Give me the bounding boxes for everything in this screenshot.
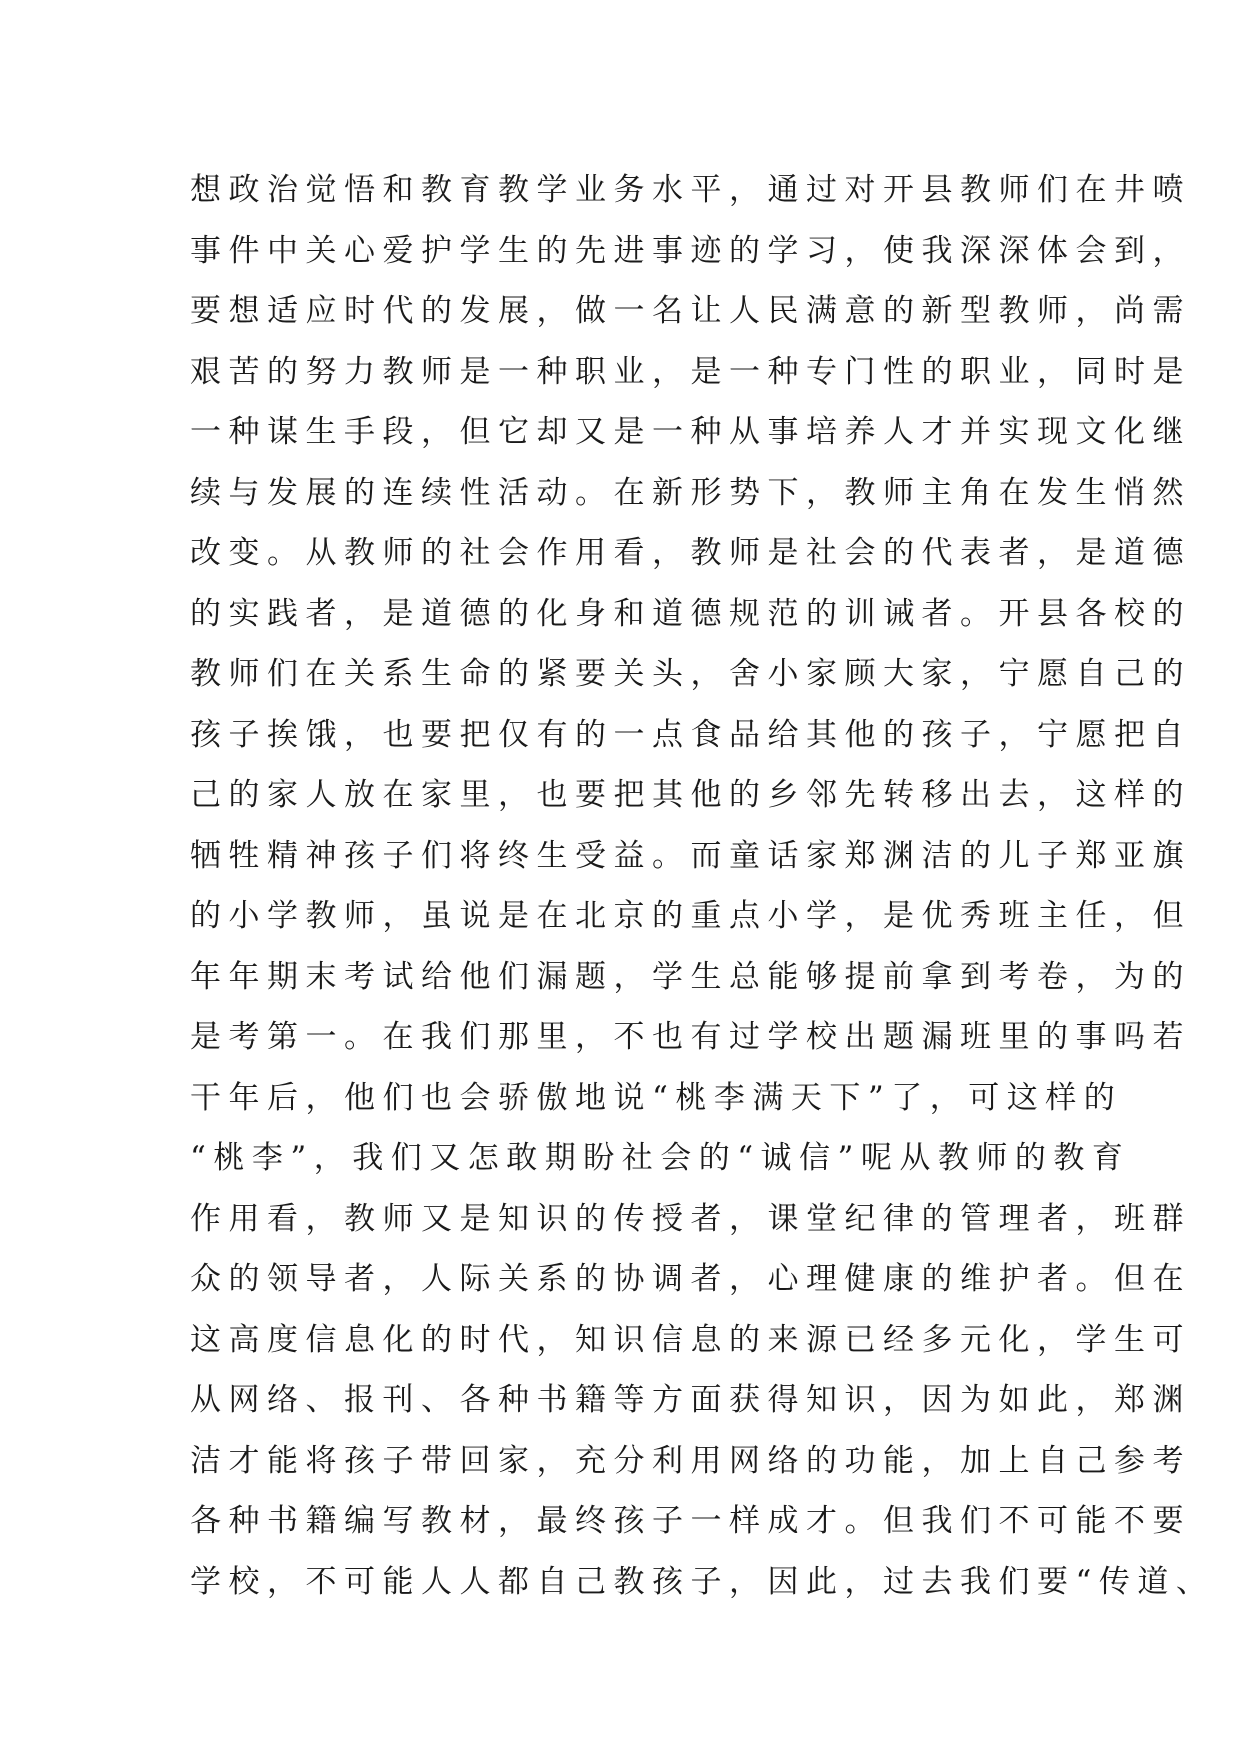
text-line: 的小学教师，虽说是在北京的重点小学，是优秀班主任，但	[190, 898, 1191, 934]
text-line: 要想适应时代的发展，做一名让人民满意的新型教师，尚需	[190, 293, 1191, 329]
text-line: 艰苦的努力教师是一种职业，是一种专门性的职业，同时是	[190, 353, 1191, 390]
text-line: 孩子挨饿，也要把仅有的一点食品给其他的孩子，宁愿把自	[190, 716, 1191, 753]
text-line: 事件中关心爱护学生的先进事迹的学习，使我深深体会到，	[190, 232, 1191, 269]
text-line: 洁才能将孩子带回家，充分利用网络的功能，加上自己参考	[190, 1442, 1191, 1479]
text-line: 众的领导者，人际关系的协调者，心理健康的维护者。但在	[190, 1261, 1191, 1297]
text-line: 干年后，他们也会骄傲地说“桃李满天下”了，可这样的	[190, 1079, 1123, 1116]
text-line: “桃李”，我们又怎敢期盼社会的“诚信”呢从教师的教育	[190, 1140, 1131, 1176]
text-line: 续与发展的连续性活动。在新形势下，教师主角在发生悄然	[190, 474, 1191, 511]
text-line: 一种谋生手段，但它却又是一种从事培养人才并实现文化继	[190, 414, 1191, 450]
text-line: 的实践者，是道德的化身和道德规范的训诫者。开县各校的	[190, 595, 1191, 632]
text-line: 想政治觉悟和教育教学业务水平，通过对开县教师们在井喷	[190, 172, 1191, 208]
text-line: 从网络、报刊、各种书籍等方面获得知识，因为如此，郑渊	[190, 1382, 1191, 1418]
text-line: 年年期末考试给他们漏题，学生总能够提前拿到考卷，为的	[190, 958, 1191, 995]
text-line: 牺牲精神孩子们将终生受益。而童话家郑渊洁的儿子郑亚旗	[190, 837, 1191, 874]
body-text	[190, 160, 1215, 1612]
text-line: 改变。从教师的社会作用看，教师是社会的代表者，是道德	[190, 535, 1191, 571]
text-line: 是考第一。在我们那里，不也有过学校出题漏班里的事吗若	[190, 1019, 1191, 1055]
text-line: 各种书籍编写教材，最终孩子一样成才。但我们不可能不要	[190, 1503, 1191, 1539]
text-line: 己的家人放在家里，也要把其他的乡邻先转移出去，这样的	[190, 777, 1191, 813]
text-line: 教师们在关系生命的紧要关头，舍小家顾大家，宁愿自己的	[190, 656, 1191, 692]
text-line: 作用看，教师又是知识的传授者，课堂纪律的管理者，班群	[190, 1200, 1191, 1237]
text-line: 这高度信息化的时代，知识信息的来源已经多元化，学生可	[190, 1321, 1191, 1358]
text-line: 学校，不可能人人都自己教孩子，因此，过去我们要“传道、	[190, 1563, 1215, 1600]
